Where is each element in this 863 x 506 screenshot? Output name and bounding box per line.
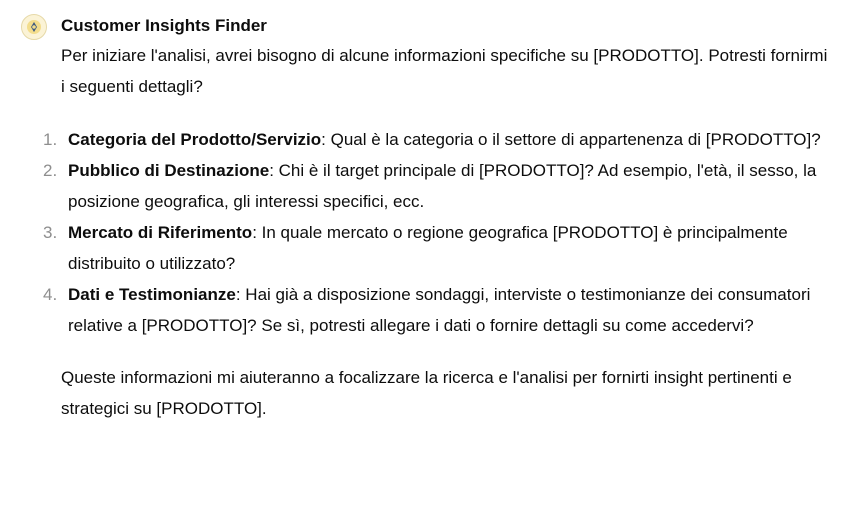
assistant-message	[43, 14, 831, 424]
item-text: : Hai già a disposizione sondaggi, interviste o testimonianze dei consumatori relative a [PRODOTTO]? Se sì, potresti allegare i dati o fornire dettagli su come accedervi?	[68, 285, 811, 335]
message-intro: Per iniziare l'analisi, avrei bisogno di alcune informazioni specifiche su [PRODOTTO]. Potresti fornirmi i seguenti dettagli?	[61, 46, 828, 96]
message-outro: Queste informazioni mi aiuteranno a focalizzare la ricerca e l'analisi per fornirti insight pertinenti e strategici su [PRODOTTO].	[61, 368, 792, 418]
list-number: 4.	[43, 285, 58, 304]
list-item	[43, 217, 831, 279]
item-term: Pubblico di Destinazione	[68, 161, 270, 180]
item-text: : In quale mercato o regione geografica [PRODOTTO] è principalmente distribuito o utilizzato?	[68, 223, 788, 273]
list-number: 2.	[43, 161, 58, 180]
list-item	[43, 279, 831, 341]
item-term: Dati e Testimonianze	[68, 285, 236, 304]
list-item	[43, 155, 831, 217]
gpt-avatar[interactable]	[21, 14, 47, 40]
list-number: 1.	[43, 130, 58, 149]
item-term: Mercato di Riferimento	[68, 223, 253, 242]
list-number: 3.	[43, 223, 58, 242]
item-text: : Chi è il target principale di [PRODOTTO]? Ad esempio, l'età, il sesso, la posizione geografica, gli interessi specifici, ecc.	[68, 161, 817, 211]
gpt-logo-icon	[26, 19, 42, 35]
author-name: Customer Insights Finder	[61, 16, 267, 35]
item-text: : Qual è la categoria o il settore di appartenenza di [PRODOTTO]?	[321, 130, 821, 149]
questions-list	[43, 124, 831, 341]
item-term: Categoria del Prodotto/Servizio	[68, 130, 322, 149]
list-item	[43, 124, 831, 155]
